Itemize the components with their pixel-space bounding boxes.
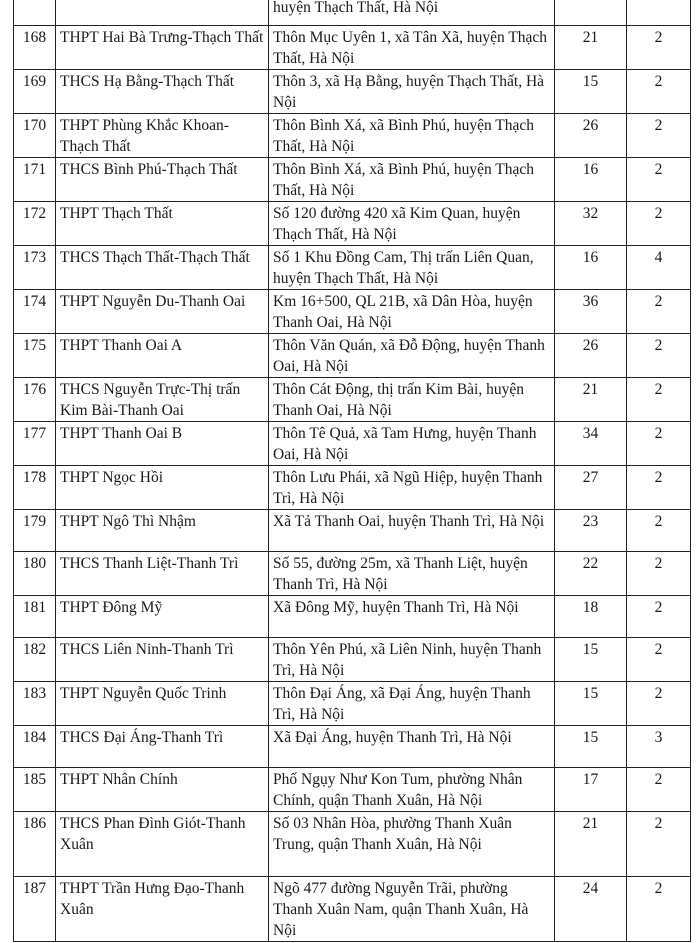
cell-school-name: THPT Đông Mỹ [56, 596, 269, 638]
cell-no: 171 [14, 158, 56, 202]
cell-students: 15 [555, 70, 627, 114]
cell-rooms: 3 [627, 726, 691, 768]
cell-students: 32 [555, 202, 627, 246]
cell-address: Thôn Đại Áng, xã Đại Áng, huyện Thanh Trì, Hà Nội [269, 682, 555, 726]
cell-rooms: 2 [627, 682, 691, 726]
table-row [14, 290, 691, 334]
cell-rooms: 2 [627, 466, 691, 510]
table-row [14, 246, 691, 290]
cell-address: Ngõ 477 đường Nguyễn Trãi, phường Thanh Xuân Nam, quận Thanh Xuân, Hà Nội [269, 877, 555, 942]
cell-students: 36 [555, 290, 627, 334]
cell-address: Xã Tả Thanh Oai, huyện Thanh Trì, Hà Nội [269, 510, 555, 552]
cell-school-name: THCS Đại Áng-Thanh Trì [56, 726, 269, 768]
cell-students: 16 [555, 246, 627, 290]
cell-address: Thôn Cát Động, thị trấn Kim Bài, huyện Thanh Oai, Hà Nội [269, 378, 555, 422]
table-row [14, 510, 691, 552]
table-row [14, 812, 691, 877]
cell-students: 26 [555, 114, 627, 158]
cell-no [14, 0, 56, 26]
cell-students: 16 [555, 158, 627, 202]
cell-rooms: 2 [627, 202, 691, 246]
cell-no: 184 [14, 726, 56, 768]
cell-no: 173 [14, 246, 56, 290]
cell-rooms: 2 [627, 290, 691, 334]
cell-school-name: THPT Nhân Chính [56, 768, 269, 812]
cell-no: 176 [14, 378, 56, 422]
cell-address: Phố Ngụy Như Kon Tum, phường Nhân Chính, quận Thanh Xuân, Hà Nội [269, 768, 555, 812]
table-row [14, 466, 691, 510]
cell-school-name: THPT Phùng Khắc Khoan-Thạch Thất [56, 114, 269, 158]
cell-students: 15 [555, 726, 627, 768]
cell-address: Số 120 đường 420 xã Kim Quan, huyện Thạch Thất, Hà Nội [269, 202, 555, 246]
cell-students: 34 [555, 422, 627, 466]
cell-school-name: THCS Bình Phú-Thạch Thất [56, 158, 269, 202]
cell-address: Xã Đại Áng, huyện Thanh Trì, Hà Nội [269, 726, 555, 768]
cell-school-name: THPT Nguyễn Du-Thanh Oai [56, 290, 269, 334]
cell-no: 186 [14, 812, 56, 877]
cell-rooms: 2 [627, 812, 691, 877]
cell-address: Xã Đông Mỹ, huyện Thanh Trì, Hà Nội [269, 596, 555, 638]
cell-rooms: 2 [627, 638, 691, 682]
cell-students [555, 0, 627, 26]
cell-school-name: THCS Hạ Bằng-Thạch Thất [56, 70, 269, 114]
table-row [14, 682, 691, 726]
cell-no: 169 [14, 70, 56, 114]
cell-school-name: THPT Nguyễn Quốc Trinh [56, 682, 269, 726]
table-row [14, 768, 691, 812]
cell-students: 15 [555, 682, 627, 726]
cell-no: 183 [14, 682, 56, 726]
table-row [14, 552, 691, 596]
cell-school-name: THPT Thanh Oai A [56, 334, 269, 378]
cell-address: Số 03 Nhân Hòa, phường Thanh Xuân Trung, quận Thanh Xuân, Hà Nội [269, 812, 555, 877]
cell-school-name: THCS Thạch Thất-Thạch Thất [56, 246, 269, 290]
cell-school-name: THPT Trần Hưng Đạo-Thanh Xuân [56, 877, 269, 942]
cell-students: 21 [555, 26, 627, 70]
school-table [13, 0, 691, 942]
cell-rooms: 2 [627, 510, 691, 552]
cell-students: 24 [555, 877, 627, 942]
cell-school-name: THPT Thanh Oai B [56, 422, 269, 466]
cell-no: 175 [14, 334, 56, 378]
cell-rooms: 2 [627, 552, 691, 596]
cell-no: 187 [14, 877, 56, 942]
cell-address: Thôn 3, xã Hạ Bằng, huyện Thạch Thất, Hà Nội [269, 70, 555, 114]
cell-students: 18 [555, 596, 627, 638]
cell-address: Thôn Bình Xá, xã Bình Phú, huyện Thạch Thất, Hà Nội [269, 114, 555, 158]
cell-school-name: THPT Thạch Thất [56, 202, 269, 246]
cell-school-name: THPT Ngọc Hồi [56, 466, 269, 510]
table-row [14, 638, 691, 682]
cell-rooms: 2 [627, 114, 691, 158]
cell-rooms: 2 [627, 378, 691, 422]
cell-no: 178 [14, 466, 56, 510]
cell-students: 17 [555, 768, 627, 812]
school-table-body [14, 0, 691, 942]
cell-no: 170 [14, 114, 56, 158]
cell-no: 174 [14, 290, 56, 334]
cell-rooms: 2 [627, 422, 691, 466]
cell-school-name: THCS Thanh Liệt-Thanh Trì [56, 552, 269, 596]
cell-students: 15 [555, 638, 627, 682]
cell-rooms: 2 [627, 596, 691, 638]
table-row [14, 158, 691, 202]
cell-rooms: 4 [627, 246, 691, 290]
cell-address: Thôn Lưu Phái, xã Ngũ Hiệp, huyện Thanh Trì, Hà Nội [269, 466, 555, 510]
cell-address: Số 1 Khu Đồng Cam, Thị trấn Liên Quan, huyện Thạch Thất, Hà Nội [269, 246, 555, 290]
cell-address: Thôn Yên Phú, xã Liên Ninh, huyện Thanh Trì, Hà Nội [269, 638, 555, 682]
cell-address: Thôn Tê Quả, xã Tam Hưng, huyện Thanh Oai, Hà Nội [269, 422, 555, 466]
cell-address: Số 55, đường 25m, xã Thanh Liệt, huyện Thanh Trì, Hà Nội [269, 552, 555, 596]
cell-school-name: THCS Liên Ninh-Thanh Trì [56, 638, 269, 682]
table-row [14, 70, 691, 114]
cell-rooms: 2 [627, 877, 691, 942]
cell-no: 185 [14, 768, 56, 812]
table-row [14, 877, 691, 942]
cell-rooms: 2 [627, 158, 691, 202]
table-row-continued [14, 0, 691, 26]
cell-address: Thôn Mục Uyên 1, xã Tân Xã, huyện Thạch Thất, Hà Nội [269, 26, 555, 70]
cell-address: huyện Thạch Thất, Hà Nội [269, 0, 555, 26]
cell-no: 168 [14, 26, 56, 70]
table-row [14, 26, 691, 70]
cell-students: 21 [555, 378, 627, 422]
cell-no: 181 [14, 596, 56, 638]
table-row [14, 202, 691, 246]
cell-school-name: THPT Ngô Thì Nhậm [56, 510, 269, 552]
cell-no: 182 [14, 638, 56, 682]
table-row [14, 334, 691, 378]
cell-address: Thôn Bình Xá, xã Bình Phú, huyện Thạch Thất, Hà Nội [269, 158, 555, 202]
cell-school-name: THPT Hai Bà Trưng-Thạch Thất [56, 26, 269, 70]
table-row [14, 422, 691, 466]
cell-rooms: 2 [627, 70, 691, 114]
document-page [13, 0, 690, 942]
cell-rooms [627, 0, 691, 26]
cell-no: 179 [14, 510, 56, 552]
table-row [14, 596, 691, 638]
cell-address: Thôn Văn Quán, xã Đỗ Động, huyện Thanh Oai, Hà Nội [269, 334, 555, 378]
table-row [14, 114, 691, 158]
cell-students: 27 [555, 466, 627, 510]
cell-students: 26 [555, 334, 627, 378]
cell-address: Km 16+500, QL 21B, xã Dân Hòa, huyện Thanh Oai, Hà Nội [269, 290, 555, 334]
cell-rooms: 2 [627, 768, 691, 812]
cell-school-name: THCS Phan Đình Giót-Thanh Xuân [56, 812, 269, 877]
table-row [14, 726, 691, 768]
cell-school-name [56, 0, 269, 26]
cell-rooms: 2 [627, 334, 691, 378]
cell-no: 172 [14, 202, 56, 246]
cell-school-name: THCS Nguyễn Trực-Thị trấn Kim Bài-Thanh Oai [56, 378, 269, 422]
cell-no: 177 [14, 422, 56, 466]
cell-no: 180 [14, 552, 56, 596]
cell-students: 23 [555, 510, 627, 552]
table-row [14, 378, 691, 422]
cell-rooms: 2 [627, 26, 691, 70]
cell-students: 21 [555, 812, 627, 877]
cell-students: 22 [555, 552, 627, 596]
